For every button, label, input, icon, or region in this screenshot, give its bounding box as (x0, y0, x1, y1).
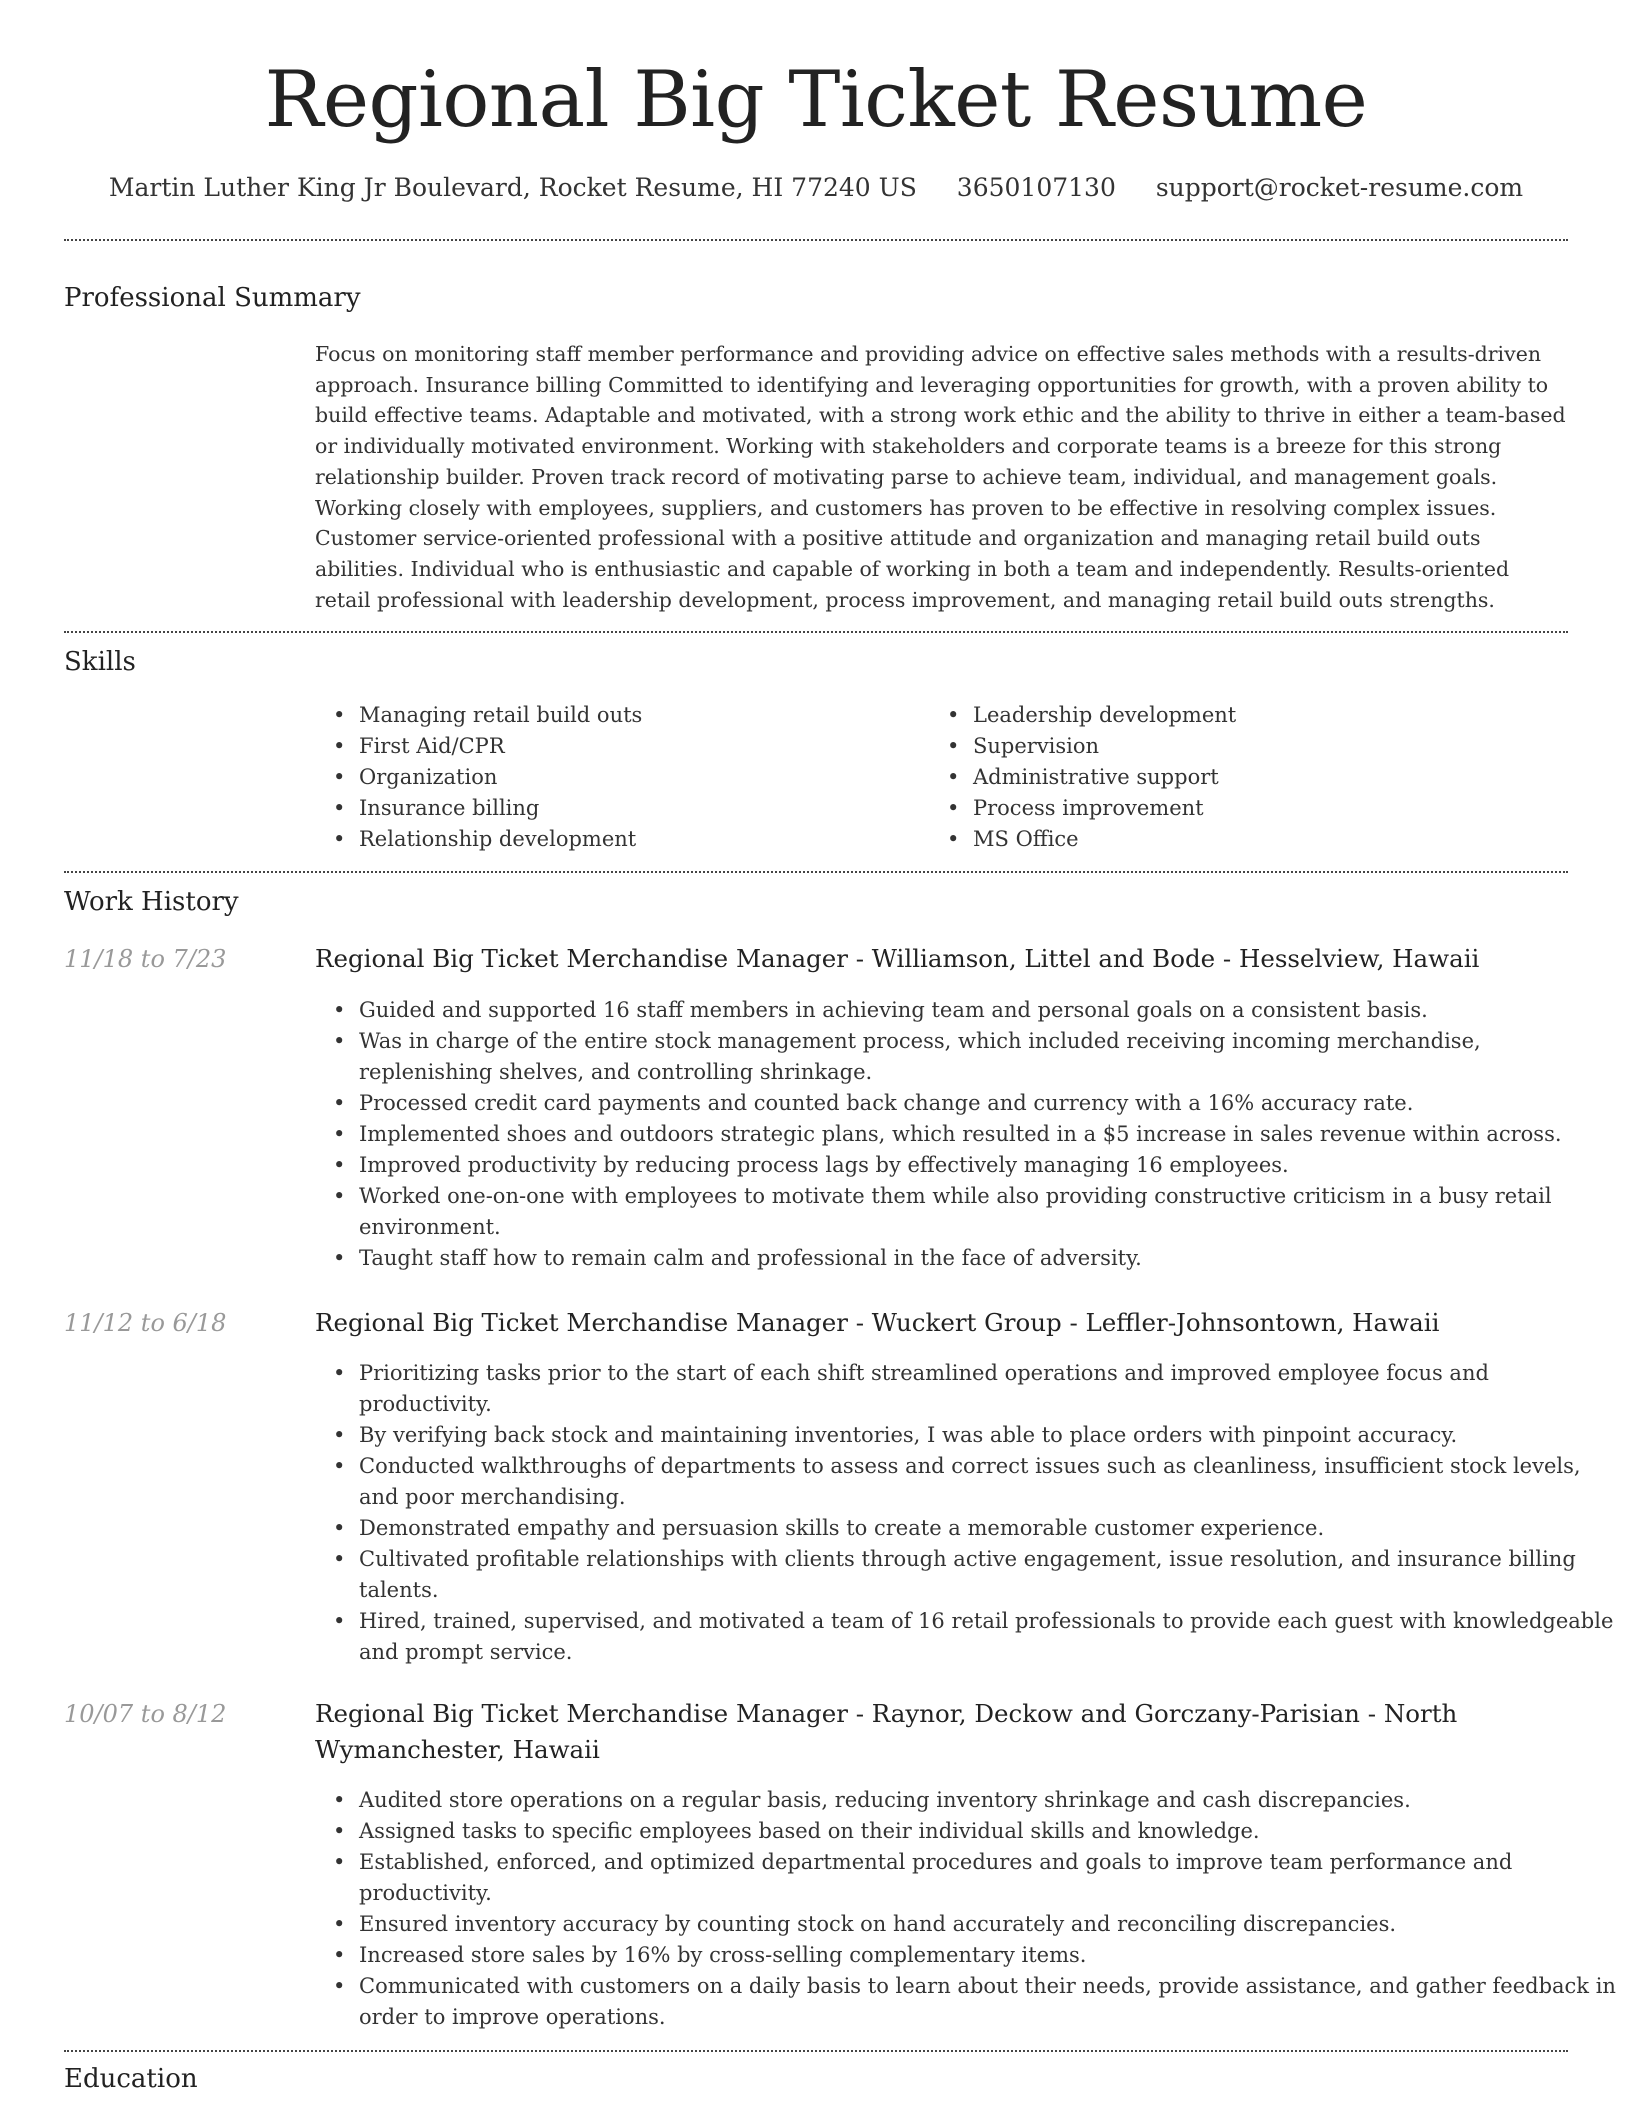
list-item: • First Aid/CPR (359, 731, 919, 762)
divider (64, 239, 1568, 241)
list-item: • Relationship development (359, 824, 919, 855)
job-bullets (315, 1785, 1619, 2033)
list-item: • MS Office (973, 824, 1573, 855)
list-item: • Process improvement (973, 793, 1573, 824)
contact-email: support@rocket-resume.com (1155, 173, 1524, 202)
resume-title: Regional Big Ticket Resume (264, 55, 1368, 145)
job-bullets (315, 1358, 1619, 1668)
list-item: • Increased store sales by 16% by cross-selling complementary items. (359, 1940, 1619, 1971)
list-item: • Guided and supported 16 staff members in achieving team and personal goals on a consistent basis. (359, 995, 1619, 1026)
contact-address: Martin Luther King Jr Boulevard, Rocket Resume, HI 77240 US (108, 173, 917, 202)
list-item: • Cultivated profitable relationships with clients through active engagement, issue resolution, and insurance billing talents. (359, 1544, 1619, 1606)
list-item: • Supervision (973, 731, 1573, 762)
list-item: • Taught staff how to remain calm and professional in the face of adversity. (359, 1243, 1619, 1274)
list-item: • Prioritizing tasks prior to the start of each shift streamlined operations and improved employee focus and productivity. (359, 1358, 1619, 1420)
list-item: • Audited store operations on a regular basis, reducing inventory shrinkage and cash discrepancies. (359, 1785, 1619, 1816)
divider (64, 631, 1568, 633)
section-heading-work: Work History (64, 887, 239, 917)
job-dates: 11/12 to 6/18 (64, 1309, 227, 1337)
list-item: • Processed credit card payments and counted back change and currency with a 16% accuracy rate. (359, 1088, 1619, 1119)
divider (64, 871, 1568, 873)
list-item: • Hired, trained, supervised, and motivated a team of 16 retail professionals to provide each guest with knowledgeable and prompt service. (359, 1606, 1619, 1668)
contact-line (0, 166, 1632, 210)
skills-list-right (929, 700, 1573, 855)
list-item: • Improved productivity by reducing process lags by effectively managing 16 employees. (359, 1150, 1619, 1181)
list-item: • Ensured inventory accuracy by counting stock on hand accurately and reconciling discrepancies. (359, 1909, 1619, 1940)
list-item: • Worked one-on-one with employees to motivate them while also providing constructive criticism in a busy retail environment. (359, 1181, 1619, 1243)
skills-list-left (315, 700, 919, 855)
list-item: • Communicated with customers on a daily basis to learn about their needs, provide assistance, and gather feedback in order to improve operations. (359, 1971, 1619, 2033)
section-heading-skills: Skills (64, 647, 136, 677)
divider (64, 2050, 1568, 2052)
list-item: • Insurance billing (359, 793, 919, 824)
list-item: • Leadership development (973, 700, 1573, 731)
list-item: • Demonstrated empathy and persuasion skills to create a memorable customer experience. (359, 1513, 1619, 1544)
list-item: • Organization (359, 762, 919, 793)
list-item: • Implemented shoes and outdoors strategic plans, which resulted in a $5 increase in sales revenue within across. (359, 1119, 1619, 1150)
job-title: Regional Big Ticket Merchandise Manager - Raynor, Deckow and Gorczany-Parisian - North Wymanchester, Hawaii (315, 1699, 1458, 1764)
contact-phone: 3650107130 (956, 173, 1116, 202)
list-item: • Managing retail build outs (359, 700, 919, 731)
list-item: • Was in charge of the entire stock management process, which included receiving incoming merchandise, replenishing shelves, and controlling shrinkage. (359, 1026, 1619, 1088)
job-dates: 11/18 to 7/23 (64, 945, 227, 973)
section-heading-education: Education (64, 2064, 198, 2094)
list-item: • Established, enforced, and optimized departmental procedures and goals to improve team performance and productivity. (359, 1847, 1619, 1909)
section-heading-summary: Professional Summary (64, 283, 361, 313)
job-dates: 10/07 to 8/12 (64, 1700, 227, 1728)
summary-text: Focus on monitoring staff member performance and providing advice on effective sales methods with a results-driven approach. Insurance billing Committed to identifying and leveraging opportunities for growth, with a proven ability to build effective teams. Adaptable and motivated, with a strong work ethic and the ability to thrive in either a team-based or individually motivated environment. Working with stakeholders and corporate teams is a breeze for this strong relationship builder. Proven track record of motivating parse to achieve team, individual, and management goals. Working closely with employees, suppliers, and customers has proven to be effective in resolving complex issues. Customer service-oriented professional with a positive attitude and organization and managing retail build outs abilities. Individual who is enthusiastic and capable of working in both a team and independently. Results-oriented retail professional with leadership development, process improvement, and managing retail build outs strengths. (315, 342, 1566, 612)
job-bullets (315, 995, 1619, 1274)
list-item: • By verifying back stock and maintaining inventories, I was able to place orders with pinpoint accuracy. (359, 1420, 1619, 1451)
job-title: Regional Big Ticket Merchandise Manager - Wuckert Group - Leffler-Johnsontown, Hawaii (315, 1308, 1440, 1337)
list-item: • Assigned tasks to specific employees based on their individual skills and knowledge. (359, 1816, 1619, 1847)
job-title: Regional Big Ticket Merchandise Manager - Williamson, Littel and Bode - Hesselview, Hawaii (315, 944, 1480, 973)
list-item: • Administrative support (973, 762, 1573, 793)
list-item: • Conducted walkthroughs of departments to assess and correct issues such as cleanliness, insufficient stock levels, and poor merchandising. (359, 1451, 1619, 1513)
